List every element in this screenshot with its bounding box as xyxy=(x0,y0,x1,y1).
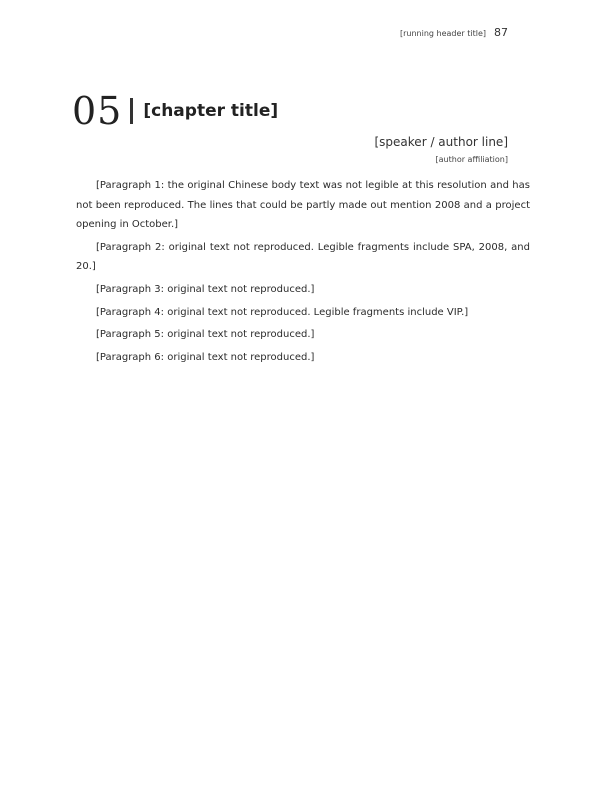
body-paragraph-1: [Paragraph 1: the original Chinese body text was not legible at this resolution and has not been reproduced. The lines that could be partly made out mention 2008 and a project opening in October.] xyxy=(76,180,530,231)
author-affiliation: [author affiliation] xyxy=(435,155,508,164)
body-paragraph-5: [Paragraph 5: original text not reproduced.] xyxy=(96,329,315,341)
chapter-number: 05 xyxy=(72,89,123,133)
chapter-heading xyxy=(72,89,528,133)
heading-divider xyxy=(130,98,133,124)
body-paragraph-2: [Paragraph 2: original text not reproduced. Legible fragments include SPA, 2008, and 20.] xyxy=(76,241,530,273)
article-body xyxy=(76,176,530,370)
author-line: [speaker / author line] xyxy=(374,135,508,149)
running-header-title: [running header title] xyxy=(399,29,486,38)
body-paragraph-4: [Paragraph 4: original text not reproduced. Legible fragments include VIP.] xyxy=(96,306,469,318)
chapter-title: [chapter title] xyxy=(143,101,279,121)
body-paragraph-3: [Paragraph 3: original text not reproduced.] xyxy=(96,283,315,295)
running-header xyxy=(92,26,508,39)
page-number: 87 xyxy=(494,26,508,39)
body-paragraph-6: [Paragraph 6: original text not reproduced.] xyxy=(96,351,315,363)
